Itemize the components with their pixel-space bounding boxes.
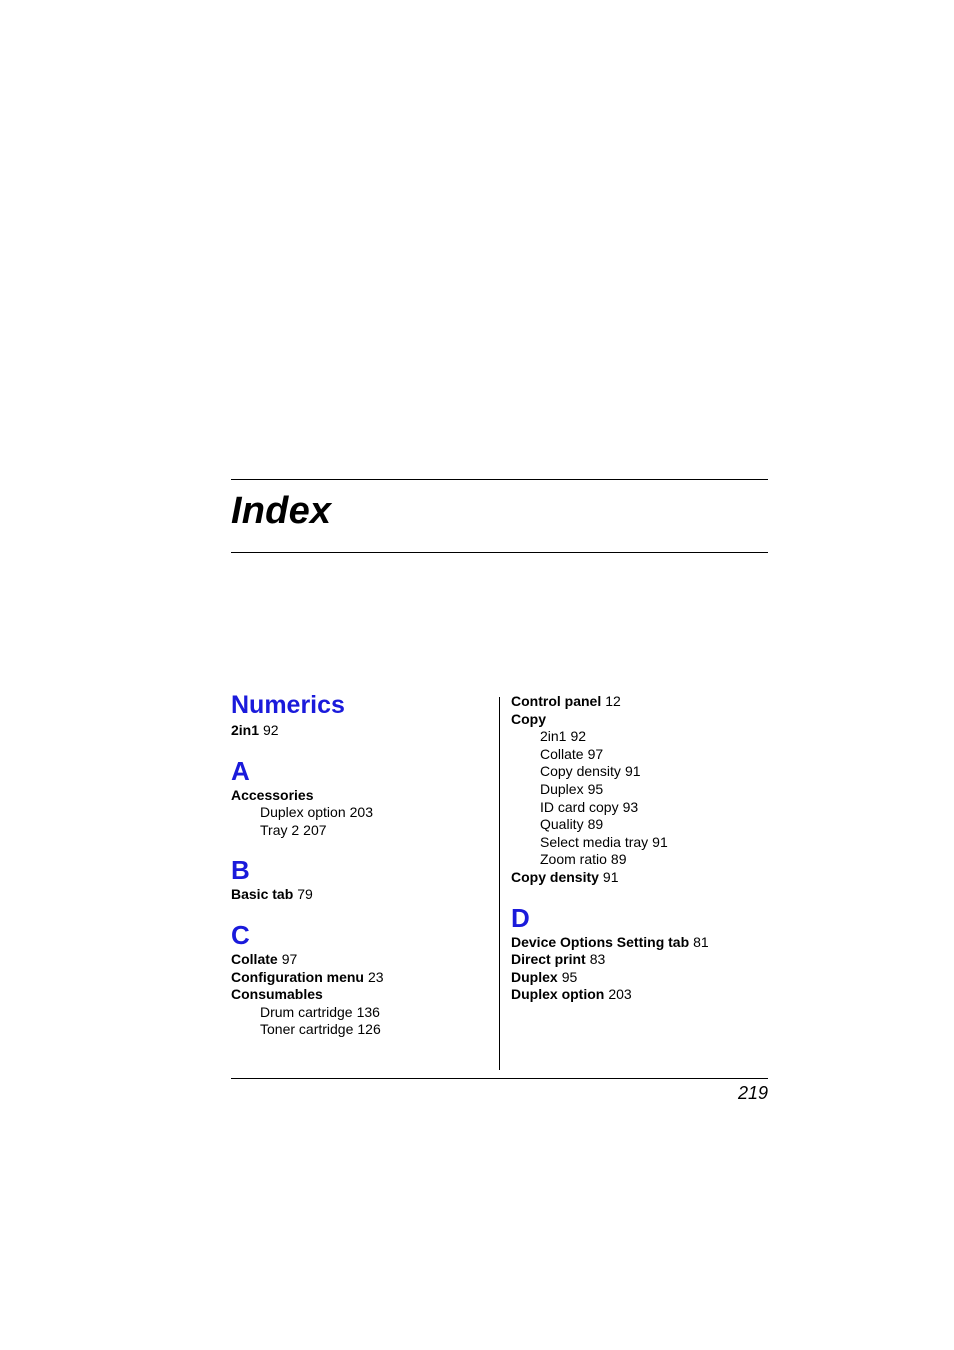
index-subentry (511, 851, 761, 869)
index-entry (511, 986, 761, 1004)
index-entry (231, 787, 481, 805)
entry-term: Consumables (231, 986, 323, 1003)
entry-term: Direct print (511, 951, 586, 968)
entry-term: Basic tab (231, 886, 294, 903)
entry-term: Copy density (511, 868, 599, 885)
page-reference: 81 (693, 933, 709, 950)
index-subentry (511, 728, 761, 746)
index-column-right (511, 693, 761, 1004)
index-subentry (231, 1021, 481, 1039)
page-reference: 95 (587, 780, 604, 797)
title-top-rule (231, 479, 768, 480)
page-reference: 91 (624, 763, 641, 780)
page-reference: 89 (610, 851, 627, 868)
page-reference: 207 (303, 821, 327, 838)
index-entry (231, 969, 481, 987)
page-reference: 83 (589, 951, 606, 968)
page-reference: 91 (602, 868, 619, 885)
footer-rule (231, 1078, 768, 1079)
subentry-term: Copy density (540, 763, 621, 780)
page-reference: 89 (587, 816, 604, 833)
index-subentry (511, 816, 761, 834)
index-entry (511, 869, 761, 887)
section-heading: D (511, 902, 530, 933)
entry-term: Duplex (511, 968, 558, 985)
index-entry (511, 711, 761, 729)
page-reference: 203 (608, 986, 632, 1003)
page-title: Index (231, 490, 332, 532)
page-reference: 93 (622, 798, 639, 815)
page-reference: 92 (263, 722, 279, 738)
entry-term: Device Options Setting tab (511, 933, 690, 950)
index-subentry (511, 799, 761, 817)
entry-term: Collate (231, 950, 278, 967)
entry-term: Control panel (511, 693, 602, 709)
index-entry (231, 722, 481, 740)
index-subentry (511, 781, 761, 799)
page-number: 219 (737, 1083, 768, 1103)
subentry-term: ID card copy (540, 798, 619, 815)
page-reference: 136 (356, 1003, 380, 1020)
index-entry (231, 886, 481, 904)
subentry-term: Zoom ratio (540, 851, 607, 868)
index-entry (511, 969, 761, 987)
page-reference: 203 (349, 804, 373, 821)
subentry-term: Tray 2 (260, 821, 300, 838)
subentry-term: Collate (540, 745, 584, 762)
index-entry (231, 951, 481, 969)
page-reference: 95 (561, 968, 578, 985)
subentry-term: Quality (540, 816, 584, 833)
section-heading: Numerics (231, 691, 345, 719)
page-reference: 91 (652, 833, 668, 850)
entry-term: Copy (511, 710, 546, 727)
subentry-term: Duplex option (260, 804, 346, 821)
section-heading: C (231, 919, 250, 950)
title-bottom-rule (231, 552, 768, 553)
index-subentry (511, 746, 761, 764)
page-reference: 126 (357, 1021, 381, 1038)
subentry-term: Toner cartridge (260, 1021, 354, 1038)
page-reference: 23 (368, 968, 384, 985)
entry-term: Configuration menu (231, 968, 364, 985)
subentry-term: 2in1 (540, 728, 567, 745)
index-subentry (231, 804, 481, 822)
index-subentry (511, 834, 761, 852)
entry-term: Accessories (231, 786, 314, 803)
page-reference: 12 (605, 693, 621, 709)
page-reference: 79 (297, 886, 313, 903)
page-reference: 97 (281, 950, 298, 967)
entry-term: 2in1 (231, 722, 260, 738)
index-subentry (231, 822, 481, 840)
index-subentry (511, 763, 761, 781)
page-reference: 97 (587, 745, 604, 762)
column-divider (499, 697, 500, 1070)
index-entry (511, 934, 761, 952)
entry-term: Duplex option (511, 986, 605, 1003)
page-reference: 92 (570, 728, 587, 745)
index-column-left (231, 688, 481, 1039)
subentry-term: Select media tray (540, 833, 649, 850)
section-heading: B (231, 855, 250, 886)
index-entry (511, 693, 761, 711)
section-heading: A (231, 755, 250, 786)
subentry-term: Drum cartridge (260, 1003, 353, 1020)
index-entry (511, 951, 761, 969)
subentry-term: Duplex (540, 780, 584, 797)
index-entry (231, 986, 481, 1004)
index-subentry (231, 1004, 481, 1022)
